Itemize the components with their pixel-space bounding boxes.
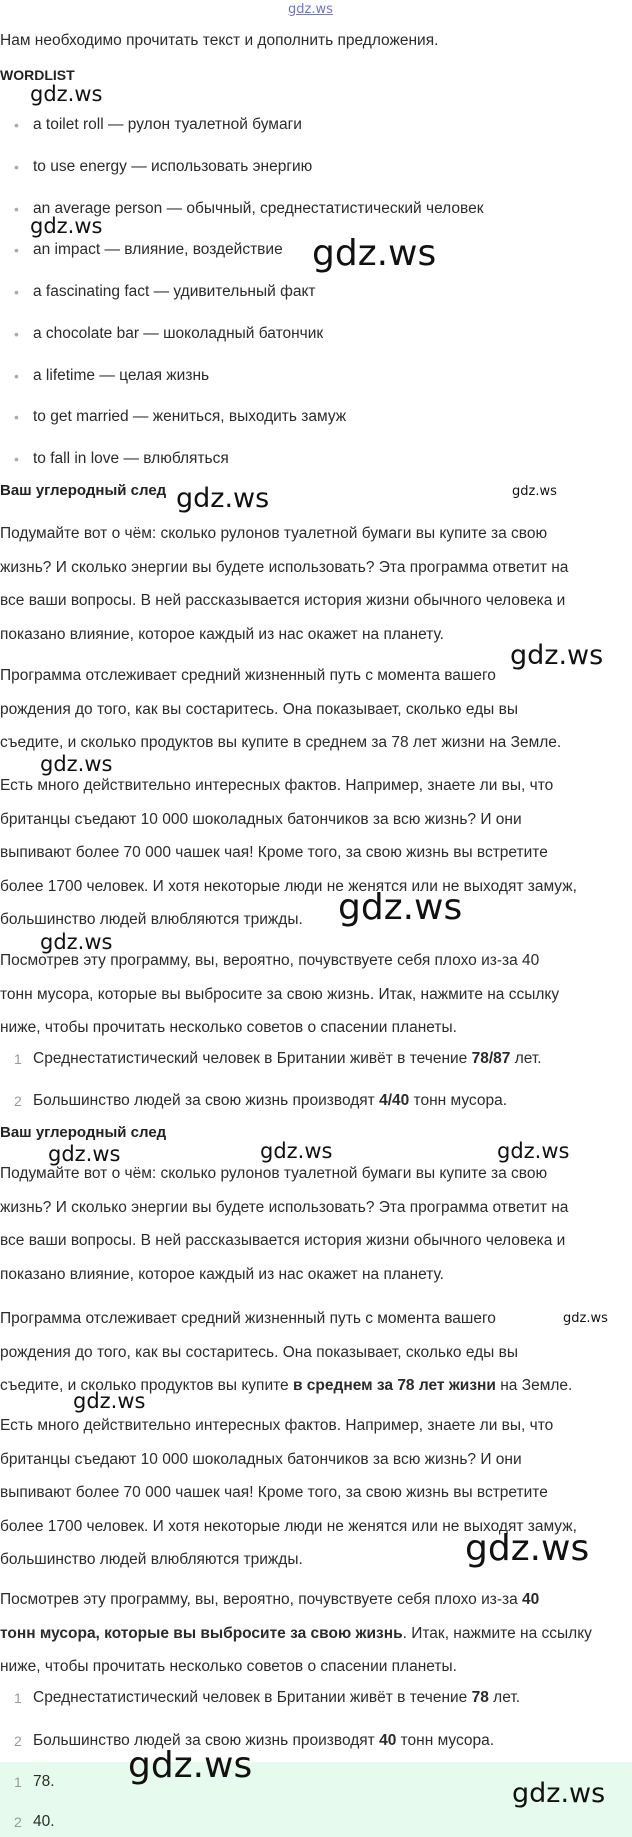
watermark: gdz.ws xyxy=(512,1778,606,1809)
header-watermark-link[interactable]: gdz.ws xyxy=(288,2,333,17)
section2-paragraph-4: Посмотрев эту программу, вы, вероятно, почувствуете себя плохо из-за 40 тонн мусора, которые вы выбросите за свою жизнь. Итак, нажмите на ссылку ниже, чтобы прочитать несколько советов о спасении планеты. xyxy=(0,1591,592,1675)
bullet-icon: • xyxy=(14,409,19,425)
section1-paragraph-2: Программа отслеживает средний жизненный путь с момента вашего рождения до того, как вы состаритесь. Она показывает, сколько еды вы съедите, и сколько продуктов вы купите в среднем за 78 лет жизни на Земле. xyxy=(0,667,562,751)
section2-paragraph-2: Программа отслеживает средний жизненный путь с момента вашего рождения до того, как вы состаритесь. Она показывает, сколько еды вы съедите, и сколько продуктов вы купите в среднем за 78 лет жизни на Земле. xyxy=(0,1310,573,1394)
watermark: gdz.ws xyxy=(312,233,437,274)
watermark: gdz.ws xyxy=(40,752,113,776)
section2-paragraph-1: Подумайте вот о чём: сколько рулонов туалетной бумаги вы купите за свою жизнь? И сколько энергии вы будете использовать? Эта программа ответит на все ваши вопросы. В ней рассказывается история жизни обычного человека и показано влияние, которое каждый из нас окажет на планету. xyxy=(0,1165,569,1283)
watermark: gdz.ws xyxy=(128,1745,253,1786)
bullet-icon: • xyxy=(14,326,19,342)
section1-paragraph-3: Есть много действительно интересных фактов. Например, знаете ли вы, что британцы съедают 10 000 шоколадных батончиков за всю жизнь? И они выпивают более 70 000 чашек чая! Кроме того, за свою жизнь вы встретите более 1700 человек. И хотя некоторые люди не женятся или не выходят замуж, большинство людей влюбляются трижды. xyxy=(0,777,577,928)
watermark: gdz.ws xyxy=(176,483,270,514)
watermark: gdz.ws xyxy=(497,1139,570,1163)
watermark: gdz.ws xyxy=(40,930,113,954)
watermark: gdz.ws xyxy=(338,887,463,928)
bullet-icon: • xyxy=(14,159,19,175)
bullet-icon: • xyxy=(14,201,19,217)
section2-title: Ваш углеродный след xyxy=(0,1124,167,1141)
bullet-icon: • xyxy=(14,242,19,258)
watermark: gdz.ws xyxy=(48,1142,121,1166)
watermark: gdz.ws xyxy=(30,214,103,238)
watermark: gdz.ws xyxy=(73,1389,146,1413)
bullet-icon: • xyxy=(14,117,19,133)
watermark: gdz.ws xyxy=(510,640,604,671)
watermark: gdz.ws xyxy=(260,1139,333,1163)
watermark: gdz.ws xyxy=(563,1311,608,1326)
section1-paragraph-1: Подумайте вот о чём: сколько рулонов туалетной бумаги вы купите за свою жизнь? И сколько энергии вы будете использовать? Эта программа ответит на все ваши вопросы. В ней рассказывается история жизни обычного человека и показано влияние, которое каждый из нас окажет на планету. xyxy=(0,525,569,643)
wordlist-title: WORDLIST xyxy=(0,67,75,83)
bullet-icon: • xyxy=(14,451,19,467)
bullet-icon: • xyxy=(14,284,19,300)
section1-title: Ваш углеродный след xyxy=(0,482,167,499)
watermark: gdz.ws xyxy=(465,1528,590,1569)
section1-paragraph-4: Посмотрев эту программу, вы, вероятно, почувствуете себя плохо из-за 40 тонн мусора, которые вы выбросите за свою жизнь. Итак, нажмите на ссылку ниже, чтобы прочитать несколько советов о спасении планеты. xyxy=(0,952,560,1036)
bullet-icon: • xyxy=(14,368,19,384)
section2-paragraph-3: Есть много действительно интересных фактов. Например, знаете ли вы, что британцы съедают 10 000 шоколадных батончиков за всю жизнь? И они выпивают более 70 000 чашек чая! Кроме того, за свою жизнь вы встретите более 1700 человек. И хотя некоторые люди не женятся или не выходят замуж, большинство людей влюбляются трижды. xyxy=(0,1417,577,1568)
watermark: gdz.ws xyxy=(512,484,557,499)
answers-box: 1 78. 2 40. xyxy=(0,1762,632,1837)
intro-text: Нам необходимо прочитать текст и дополнить предложения. xyxy=(0,32,439,49)
watermark: gdz.ws xyxy=(30,82,103,106)
